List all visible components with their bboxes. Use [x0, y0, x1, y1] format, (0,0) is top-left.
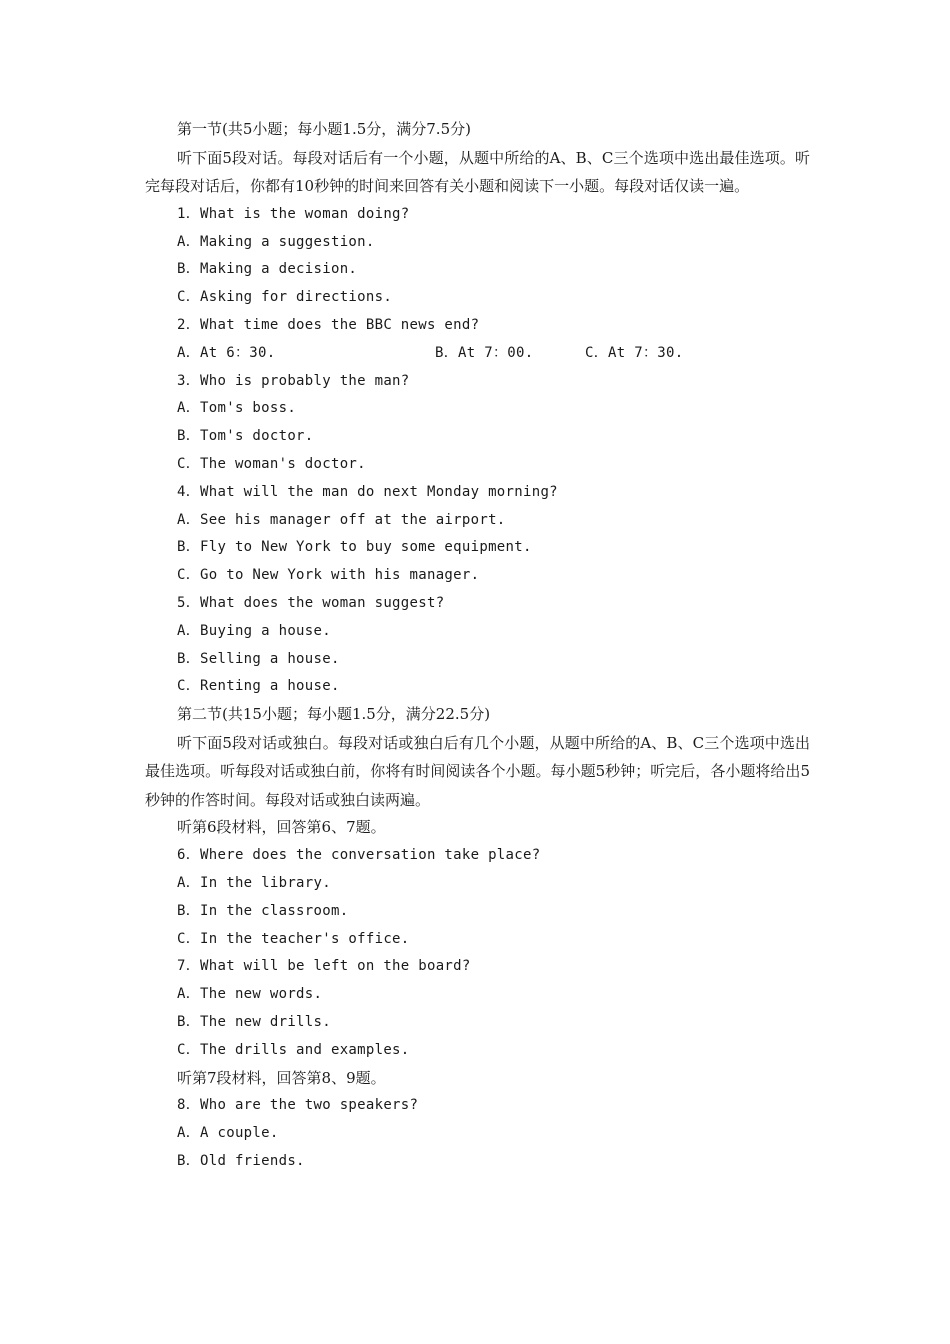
option-3c: C．The woman's doctor. [177, 455, 366, 472]
option-3a: A．Tom's boss. [177, 400, 297, 417]
option-6a: A．In the library. [177, 875, 331, 892]
question-1: 1．What is the woman doing? [177, 205, 410, 222]
exam-page [145, 116, 810, 1176]
option-1c: C．Asking for directions. [177, 289, 393, 306]
option-6b: B．In the classroom. [177, 902, 349, 919]
question-6: 6．Where does the conversation take place? [177, 847, 541, 864]
option-4b: B．Fly to New York to buy some equipment. [177, 539, 532, 556]
option-4c: C．Go to New York with his manager. [177, 567, 480, 584]
question-3: 3．Who is probably the man? [177, 372, 410, 389]
material-7-heading: 听第7段材料，回答第8、9题。 [177, 1068, 386, 1087]
section2-heading: 第二节(共15小题；每小题1.5分，满分22.5分) [177, 705, 491, 724]
option-1b: B．Making a decision. [177, 261, 358, 278]
option-5a: A．Buying a house. [177, 622, 331, 639]
option-5c: C．Renting a house. [177, 678, 340, 695]
option-2b: B．At 7：00. [435, 344, 534, 361]
option-8b: B．Old friends. [177, 1153, 305, 1169]
option-2c: C．At 7：30. [585, 344, 684, 361]
section1-heading: 第一节(共5小题；每小题1.5分，满分7.5分) [177, 120, 471, 138]
option-3b: B．Tom's doctor. [177, 428, 314, 445]
option-8a: A．A couple. [177, 1125, 279, 1142]
material-6-heading: 听第6段材料，回答第6、7题。 [177, 818, 386, 837]
section1-instructions: 听下面5段对话。每段对话后有一个小题，从题中所给的A、B、C三个选项中选出最佳选项。听完每段对话后，你都有10秒钟的时间来回答有关小题和阅读下一小题。每段对话仅读一遍。 [145, 148, 810, 196]
question-2: 2．What time does the BBC news end? [177, 316, 480, 333]
option-7c: C．The drills and examples. [177, 1041, 410, 1058]
question-5: 5．What does the woman suggest? [177, 594, 445, 611]
options-2 [145, 340, 810, 368]
option-2a: A．At 6：30. [177, 344, 276, 361]
section2-instructions: 听下面5段对话或独白。每段对话或独白后有几个小题，从题中所给的A、B、C三个选项中选出最佳选项。听每段对话或独白前，你将有时间阅读各个小题。每小题5秒钟；听完后，各小题将给出5秒钟的作答时间。每段对话或独白读两遍。 [145, 733, 810, 809]
option-4a: A．See his manager off at the airport. [177, 511, 506, 528]
question-8: 8．Who are the two speakers? [177, 1097, 419, 1114]
option-7b: B．The new drills. [177, 1014, 331, 1031]
option-7a: A．The new words. [177, 986, 323, 1003]
question-4: 4．What will the man do next Monday morning? [177, 483, 558, 500]
option-5b: B．Selling a house. [177, 650, 340, 667]
question-7: 7．What will be left on the board? [177, 958, 471, 975]
option-6c: C．In the teacher's office. [177, 930, 410, 947]
option-1a: A．Making a suggestion. [177, 233, 375, 250]
